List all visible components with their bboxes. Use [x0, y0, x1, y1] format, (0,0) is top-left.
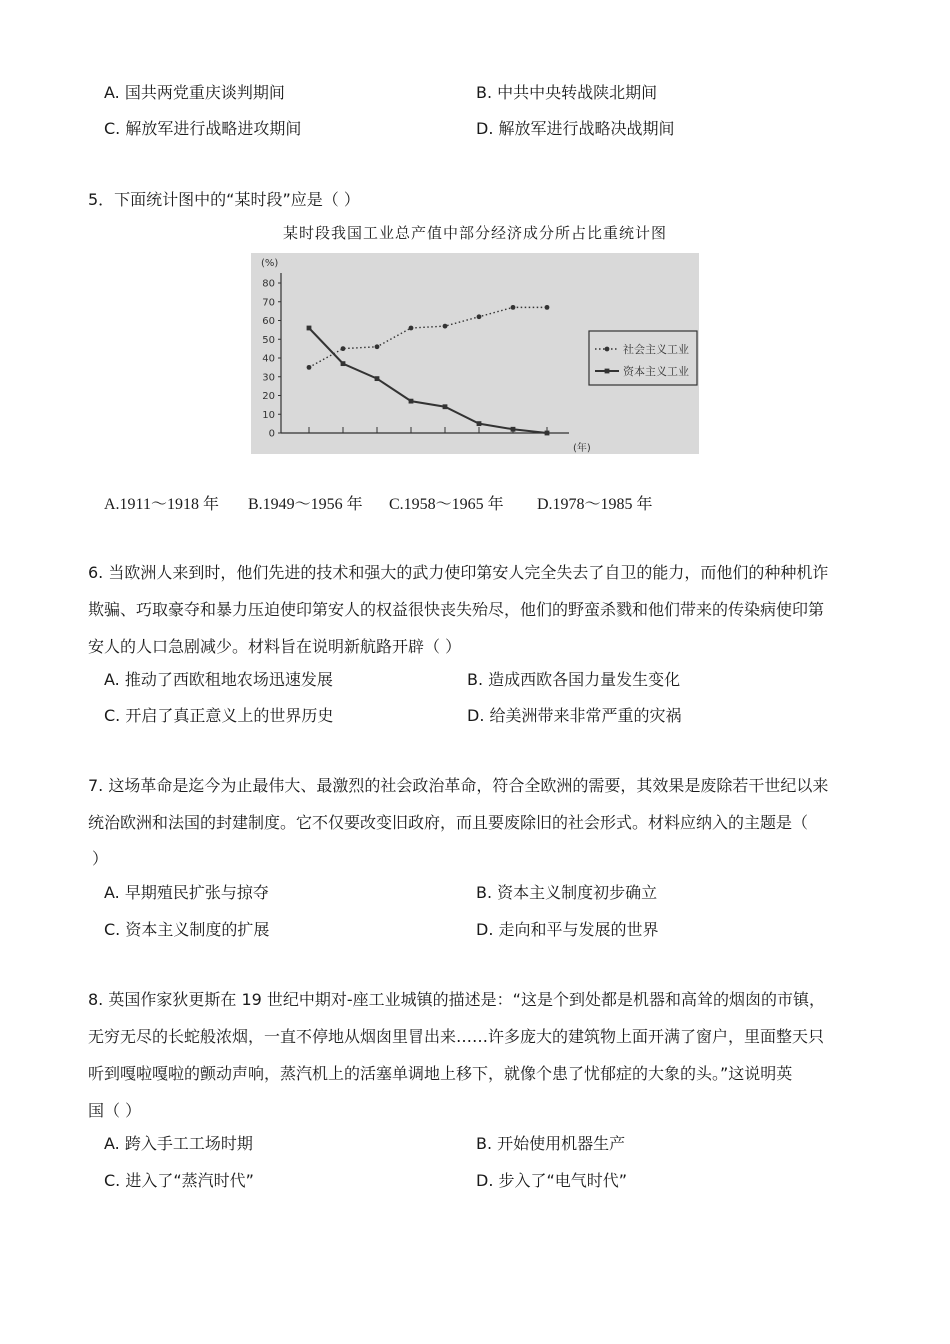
series-point	[375, 344, 380, 349]
series-point	[307, 365, 312, 370]
q6-option-b: B. 造成西欧各国力量发生变化	[467, 670, 681, 689]
q4-option-b: B. 中共中央转战陕北期间	[476, 83, 658, 102]
line-chart	[251, 253, 699, 454]
q8-option-b: B. 开始使用机器生产	[476, 1134, 626, 1153]
q4-option-d: D. 解放军进行战略决战期间	[476, 119, 675, 138]
q8-option-a: A. 跨入手工工场时期	[104, 1134, 253, 1153]
y-tick-label: 20	[262, 391, 275, 402]
q4-option-c: C. 解放军进行战略进攻期间	[104, 119, 302, 138]
q6-stem-line-1: 6. 当欧洲人来到时，他们先进的技术和强大的武力使印第安人完全失去了自卫的能力，而他们的种种机诈	[88, 563, 829, 582]
q8-stem-line-2: 无穷无尽的长蛇般浓烟，一直不停地从烟囱里冒出来……许多庞大的建筑物上面开满了窗户，里面整天只	[88, 1027, 825, 1046]
y-tick-label: 50	[262, 334, 275, 346]
series-point	[409, 326, 414, 331]
x-axis-unit-label: (年)	[573, 443, 591, 454]
q7-option-c: C. 资本主义制度的扩展	[104, 920, 270, 939]
q7-option-d: D. 走向和平与发展的世界	[476, 920, 659, 939]
series-point	[511, 427, 516, 432]
series-point	[545, 305, 550, 310]
y-tick-label: 60	[262, 316, 275, 327]
q7-option-a: A. 早期殖民扩张与掠夺	[104, 883, 269, 902]
series-point	[511, 305, 516, 310]
q6-stem-line-2: 欺骗、巧取豪夺和暴力压迫使印第安人的权益很快丧失殆尽，他们的野蛮杀戮和他们带来的传染病使印第	[88, 600, 825, 619]
q5-option-b: B.1949～1956 年	[248, 496, 363, 513]
q8-stem-line-1: 8. 英国作家狄更斯在 19 世纪中期对-座工业城镇的描述是：“这是个到处都是机器和高耸的烟囱的市镇，	[88, 990, 825, 1009]
series-point	[409, 399, 414, 404]
series-point	[443, 324, 448, 329]
y-tick-label: 0	[268, 428, 275, 440]
q6-option-d: D. 给美洲带来非常严重的灾祸	[467, 706, 682, 725]
q8-stem-line-3: 听到嘎啦嘎啦的颤动声响，蒸汽机上的活塞单调地上移下，就像个患了忧郁症的大象的头。”这说明英	[88, 1064, 793, 1083]
y-tick-label: 70	[262, 297, 275, 309]
q5-option-a: A.1911～1918 年	[104, 496, 219, 513]
series-point	[545, 431, 550, 436]
chart-figure	[251, 253, 699, 454]
y-tick-label: 80	[262, 278, 275, 290]
series-point	[341, 346, 346, 351]
legend-swatch-marker	[605, 369, 610, 374]
q7-stem-line-2: 统治欧洲和法国的封建制度。它不仅要改变旧政府，而且要废除旧的社会形式。材料应纳入的主题是（	[88, 813, 809, 832]
chart-title: 某时段我国工业总产值中部分经济成分所占比重统计图	[282, 224, 667, 242]
q5-stem: 5．下面统计图中的“某时段”应是（ ）	[88, 190, 360, 209]
q8-option-d: D. 步入了“电气时代”	[476, 1171, 628, 1190]
q8-stem-line-4: 国（ ）	[88, 1101, 142, 1120]
q5-option-c: C.1958～1965 年	[389, 496, 504, 513]
q7-stem-line-1: 7. 这场革命是迄今为止最伟大、最激烈的社会政治革命，符合全欧洲的需要，其效果是废除若干世纪以来	[88, 776, 829, 795]
legend-label: 社会主义工业	[623, 343, 689, 356]
legend-swatch-marker	[605, 347, 610, 352]
q5-option-d: D.1978～1985 年	[537, 496, 653, 513]
series-point	[477, 421, 482, 426]
x-axis	[281, 427, 591, 454]
y-axis-unit-label: (%)	[261, 258, 279, 269]
series-point	[375, 376, 380, 381]
series-point	[341, 361, 346, 366]
q7-stem-line-3: ）	[92, 849, 109, 868]
series-point	[477, 314, 482, 319]
q6-stem-line-3: 安人的人口急剧减少。材料旨在说明新航路开辟（ ）	[88, 637, 462, 656]
series-line-0	[309, 307, 547, 367]
q6-option-c: C. 开启了真正意义上的世界历史	[104, 706, 334, 725]
legend	[589, 331, 697, 385]
y-tick-label: 10	[262, 409, 275, 421]
q7-option-b: B. 资本主义制度初步确立	[476, 883, 658, 902]
y-tick-label: 40	[262, 353, 275, 365]
q4-option-a: A. 国共两党重庆谈判期间	[104, 83, 285, 102]
q8-option-c: C. 进入了“蒸汽时代”	[104, 1171, 254, 1190]
series-point	[307, 326, 312, 331]
q6-option-a: A. 推动了西欧租地农场迅速发展	[104, 670, 333, 689]
series-line-1	[309, 328, 547, 433]
series-point	[443, 404, 448, 409]
series-layer	[307, 305, 550, 435]
y-tick-label: 30	[262, 372, 275, 384]
legend-label: 资本主义工业	[623, 365, 689, 378]
y-axis	[261, 258, 281, 440]
